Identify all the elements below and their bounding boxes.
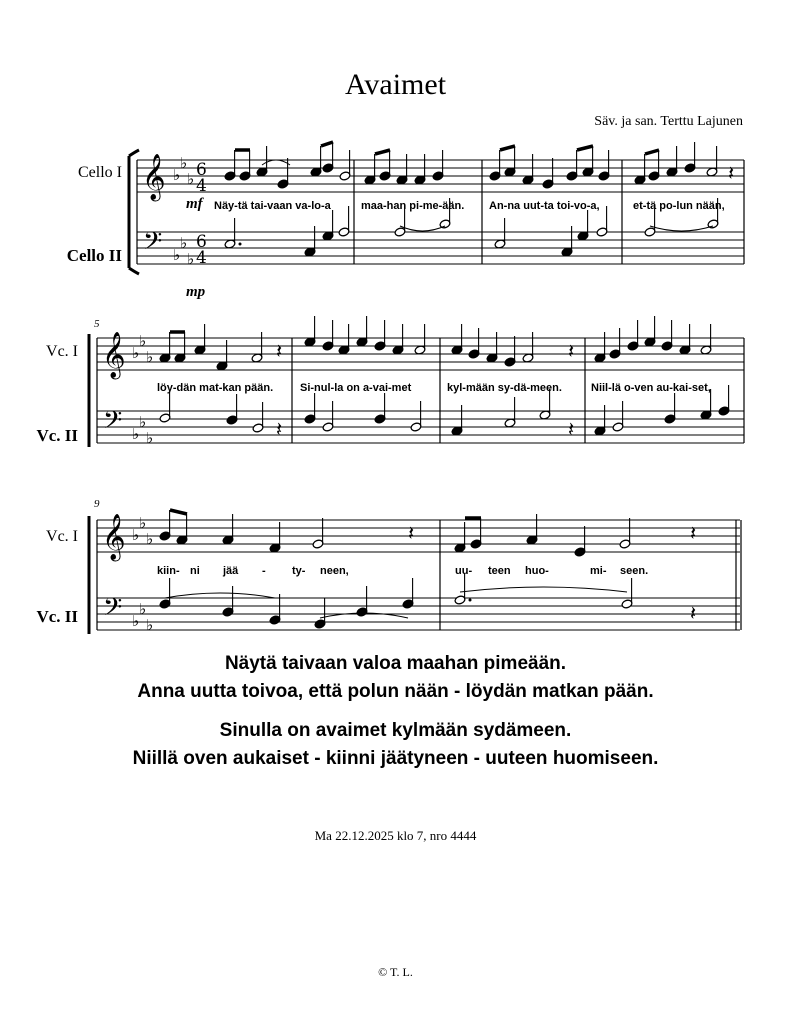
treble-clef-icon: 𝄞: [102, 332, 126, 378]
flat-icon: ♭: [132, 425, 140, 443]
bass-clef-icon: 𝄢: [103, 406, 123, 441]
verse-line-4: Niillä oven aukaiset - kiinni jäätyneen - uuteen huomiseen.: [132, 748, 659, 769]
flat-icon: ♭: [132, 612, 140, 630]
instrument-label-vc1-sys3: Vc. I: [46, 528, 78, 545]
note-beam: [500, 146, 515, 150]
lyric-m1: Näy-tä tai-vaan va-lo-a: [214, 200, 331, 212]
lyric-m2: maa-han pi-me-ään.: [361, 200, 465, 212]
lyric-s3-11: seen.: [620, 565, 649, 577]
lyric-m5: löy-dän mat-kan pään.: [157, 382, 274, 394]
footer-date: Ma 22.12.2025 klo 7, nro 4444: [314, 828, 477, 843]
lyric-m4: et-tä po-lun nään,: [633, 200, 725, 212]
flat-icon: ♭: [187, 250, 195, 268]
lyric-s3-1: kiin-: [157, 565, 180, 577]
flat-icon: ♭: [132, 344, 140, 362]
composer-credit: Säv. ja san. Terttu Lajunen: [594, 114, 743, 129]
note-beam: [321, 142, 333, 146]
measure-number-5: 5: [94, 318, 100, 330]
lyric-s3-6: neen,: [320, 565, 349, 577]
flat-icon: ♭: [146, 530, 154, 548]
lyric-s3-4: -: [262, 565, 266, 577]
note-beam: [645, 150, 659, 154]
lyric-s3-5: ty-: [292, 565, 306, 577]
quarter-rest-icon: 𝄽: [276, 339, 283, 363]
lyric-s3-8: teen: [488, 565, 511, 577]
slur: [650, 226, 713, 231]
flat-icon: ♭: [132, 526, 140, 544]
lyric-s3-2: ni: [190, 565, 200, 577]
lyric-m6: Si-nul-la on a-vai-met: [300, 382, 412, 394]
measure-number-9: 9: [94, 498, 100, 510]
lyric-s3-9: huo-: [525, 565, 549, 577]
flat-icon: ♭: [180, 234, 188, 252]
copyright: © T. L.: [378, 965, 413, 979]
flat-icon: ♭: [173, 246, 181, 264]
dynamic-mp: mp: [186, 284, 206, 300]
time-signature-6: 6: [196, 232, 207, 252]
slur: [165, 593, 275, 598]
slur: [460, 587, 627, 592]
flat-icon: ♭: [139, 413, 147, 431]
flat-icon: ♭: [180, 154, 188, 172]
verse-line-1: Näytä taivaan valoa maahan pimeään.: [224, 653, 567, 674]
quarter-rest-icon: 𝄽: [728, 161, 735, 185]
flat-icon: ♭: [139, 514, 147, 532]
bass-clef-icon: 𝄢: [103, 593, 123, 628]
dot: [239, 243, 242, 246]
bass-clef-icon: 𝄢: [143, 227, 163, 262]
lyric-m7: kyl-mään sy-dä-meen.: [447, 382, 562, 394]
page-title: Avaimet: [344, 68, 447, 101]
lyric-s3-3: jää: [223, 565, 239, 577]
time-signature-6: 6: [196, 160, 207, 180]
quarter-rest-icon: 𝄽: [690, 601, 697, 625]
quarter-rest-icon: 𝄽: [690, 521, 697, 545]
treble-clef-icon: 𝄞: [102, 514, 126, 560]
flat-icon: ♭: [146, 616, 154, 634]
note-beam: [577, 146, 593, 150]
dot: [469, 599, 472, 602]
quarter-rest-icon: 𝄽: [276, 417, 283, 441]
quarter-rest-icon: 𝄽: [568, 339, 575, 363]
instrument-label-vc1: Vc. I: [46, 343, 78, 360]
slur: [400, 226, 445, 231]
quarter-rest-icon: 𝄽: [408, 521, 415, 545]
flat-icon: ♭: [139, 600, 147, 618]
flat-icon: ♭: [139, 332, 147, 350]
note-beam: [170, 510, 187, 514]
lyric-s3-10: mi-: [590, 565, 607, 577]
note-beam: [375, 150, 390, 154]
instrument-label-vc2: Vc. II: [36, 426, 78, 445]
quarter-rest-icon: 𝄽: [568, 417, 575, 441]
lyric-m8: Niil-lä o-ven au-kai-set,: [591, 382, 711, 394]
verse-line-2: Anna uutta toivoa, että polun nään - löydän matkan pään.: [137, 681, 654, 702]
dynamic-mf: mf: [186, 196, 203, 212]
treble-clef-icon: 𝄞: [142, 154, 166, 200]
instrument-label-vc2-sys3: Vc. II: [36, 607, 78, 626]
time-signature-4: 4: [196, 248, 207, 268]
time-signature-4: 4: [196, 176, 207, 196]
flat-icon: ♭: [187, 170, 195, 188]
flat-icon: ♭: [146, 429, 154, 447]
instrument-label-cello1: Cello I: [78, 164, 122, 181]
verse-line-3: Sinulla on avaimet kylmään sydämeen.: [219, 720, 572, 741]
lyric-m3: An-na uut-ta toi-vo-a,: [489, 200, 600, 212]
flat-icon: ♭: [173, 166, 181, 184]
flat-icon: ♭: [146, 348, 154, 366]
instrument-label-cello2: Cello II: [66, 246, 122, 265]
lyric-s3-7: uu-: [455, 565, 473, 577]
